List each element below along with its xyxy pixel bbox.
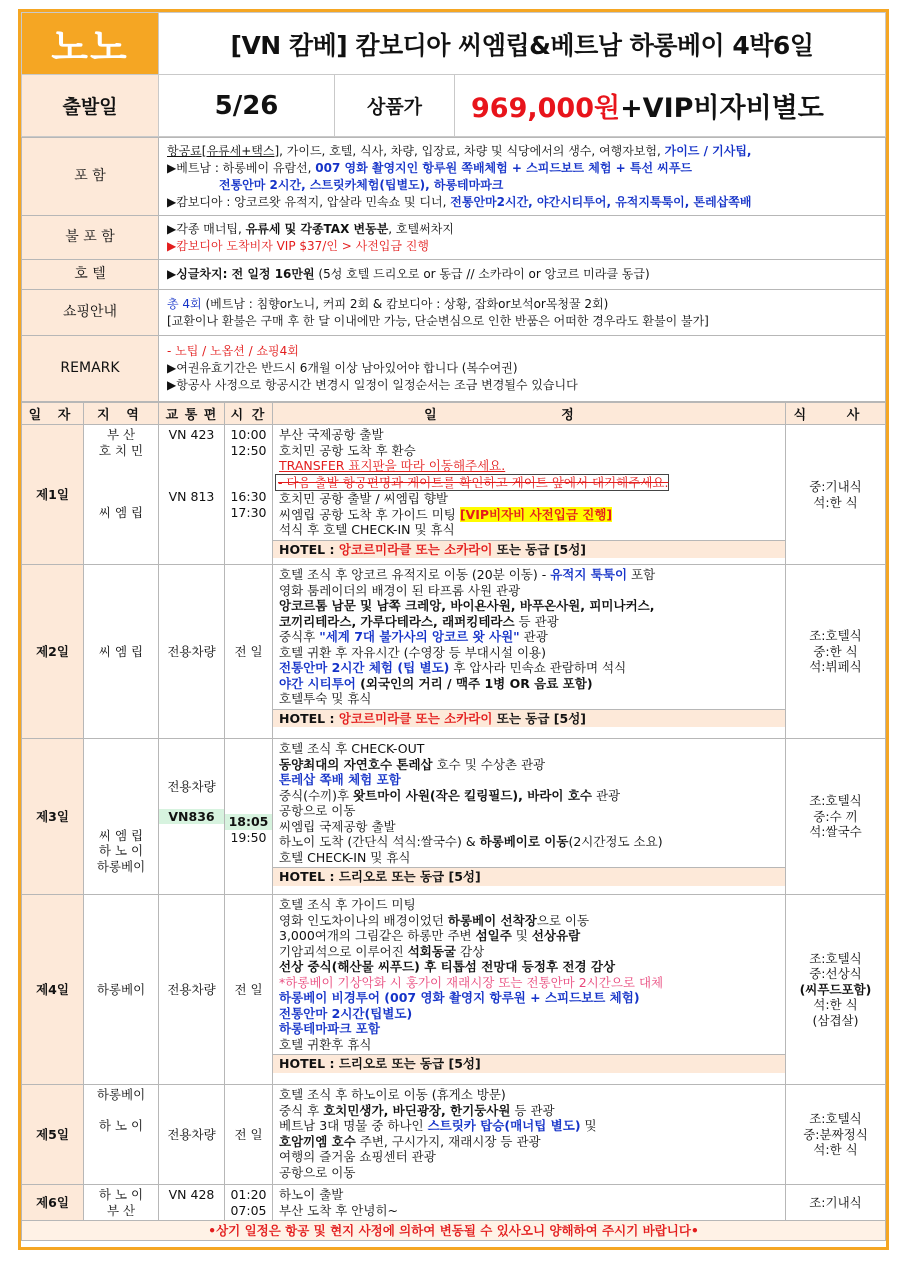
day-row xyxy=(22,1185,886,1221)
exclude-visa: ▶캄보디아 도착비자 VIP $37/인 > 사전입금 진행 xyxy=(167,238,429,253)
day-time: 전 일 xyxy=(225,565,273,739)
plan-text: 동양최대의 자연호수 톤레삽 xyxy=(279,756,433,772)
plan-text: 및 xyxy=(511,928,532,943)
plan-text: 전통안마 2시간 체험 (팁 별도) xyxy=(279,660,450,675)
transport-text: 전용차량 xyxy=(167,779,216,794)
plan-text: 호텔 조식 후 앙코르 유적지로 이동 (20분 이동) - xyxy=(279,567,551,582)
meal-item: 석:뷔페식 xyxy=(809,659,862,675)
hotel-prefix: HOTEL : xyxy=(279,869,339,884)
hotel-grade: 또는 동급 [5성] xyxy=(492,710,586,726)
plan-line: 석식 후 호텔 CHECK-IN 및 휴식 xyxy=(279,522,455,537)
plan-line xyxy=(279,788,779,804)
meal-item: 조:기내식 xyxy=(809,1194,862,1210)
hotel-label: 호 텔 xyxy=(22,260,159,290)
plan-line: 부산 도착 후 안녕히~ xyxy=(279,1202,398,1218)
day-transport: VN 428 xyxy=(159,1185,225,1221)
shopping-detail: (베트남 : 침향or노니, 커피 2회 & 캄보디아 : 상황, 잡화or보석or목청꿀 2회) xyxy=(201,296,609,311)
day-region: 부 산 호 치 민 씨 엠 립 xyxy=(84,425,159,565)
plan-text: 스트릿카 탑승(매너팁 별도) xyxy=(427,1118,581,1133)
day-meals xyxy=(786,895,886,1085)
meal-item: 석:한 식 xyxy=(813,494,858,510)
day-plan xyxy=(273,1185,786,1221)
single-charge: ▶싱글차지: 전 일정 16만원 xyxy=(167,267,315,281)
plan-text: 관광 xyxy=(591,787,621,803)
day-region: 하롱베이 하 노 이 xyxy=(84,1085,159,1185)
hotel-grade: (5성 호텔 드리오로 or 동급 // 소카라이 or 앙코르 미라클 동급) xyxy=(314,267,650,281)
hotel-prefix: HOTEL : xyxy=(279,1056,339,1071)
meal-item: (삼겹살) xyxy=(812,1012,859,1028)
col-transport: 교 통 편 xyxy=(159,403,225,425)
hotel-line xyxy=(273,1054,785,1073)
exclude-tax: 유류세 및 각종TAX 변동분 xyxy=(245,221,389,236)
meal-item: 조:호텔식 xyxy=(809,950,862,966)
plan-line: 하롱테마파크 포함 xyxy=(279,1021,380,1036)
plan-line: 공항으로 이동 xyxy=(279,1164,356,1180)
plan-text: 하노이 도착 (간단식 석식:쌀국수) & xyxy=(279,834,480,849)
plan-text: 3,000여개의 그림같은 하롱만 주변 xyxy=(279,928,476,943)
plan-line: 톤레삽 쪽배 체험 포함 xyxy=(279,772,401,787)
plan-text: 감상 xyxy=(456,943,485,959)
hotel-line xyxy=(273,867,785,886)
itinerary-document xyxy=(18,9,889,1250)
plan-text: 섬일주 xyxy=(475,928,512,943)
plan-text: 포함 xyxy=(627,567,656,582)
plan-text: 중식후 xyxy=(279,629,320,644)
plan-line: 호치민 공항 출발 / 씨엠립 향발 xyxy=(279,491,448,506)
day-label: 제6일 xyxy=(22,1185,84,1221)
plan-text: 및 xyxy=(580,1118,597,1133)
plan-text: 등 관광 xyxy=(510,1102,555,1118)
day-plan xyxy=(273,565,786,739)
include-vietnam: ▶베트남 : 하롱베이 유람선, xyxy=(167,160,316,175)
plan-line xyxy=(279,676,779,692)
plan-line xyxy=(279,1103,779,1119)
price-amount: 969,000원 xyxy=(471,93,621,124)
include-cambodia: ▶캄보디아 : 앙코르왓 유적지, 압살라 민속쇼 및 디너, xyxy=(167,194,451,209)
plan-line: TRANSFER 표지판을 따라 이동해주세요. xyxy=(279,458,506,473)
day-transport: 전용차량 xyxy=(159,565,225,739)
plan-text: 중식 후 xyxy=(279,1102,324,1118)
plan-text: 하롱베이로 이동 xyxy=(479,834,569,849)
plan-line: *하롱베이 기상악화 시 홍가이 재래시장 또는 전통안마 2시간으로 대체 xyxy=(279,974,664,990)
plan-line xyxy=(279,913,779,929)
hotel-grade: 또는 동급 [5성] xyxy=(492,541,586,557)
plan-line: 호텔투숙 및 휴식 xyxy=(279,691,372,706)
day-row xyxy=(22,895,886,1085)
plan-line: 호텔 CHECK-IN 및 휴식 xyxy=(279,849,411,865)
footer-notice: •상기 일정은 항공 및 현지 사정에 의하여 변동될 수 있사오니 양해하여 주시기 바랍니다• xyxy=(22,1221,886,1241)
plan-line xyxy=(279,1118,779,1134)
day-time: 10:00 12:50 16:30 17:30 xyxy=(225,425,273,565)
meal-item: 조:호텔식 xyxy=(809,793,862,809)
meal-item: 중:수 끼 xyxy=(813,808,858,824)
meal-item: 중:한 식 xyxy=(813,643,858,659)
plan-text: "세계 7대 불가사의 앙코르 왓 사원" xyxy=(319,629,520,644)
day-plan xyxy=(273,425,786,565)
day-time: 01:20 07:05 xyxy=(225,1185,273,1221)
plan-text: 베트남 3대 명물 중 하나인 xyxy=(279,1118,428,1133)
day-meals xyxy=(786,1185,886,1221)
include-cambodia-highlight: 전통안마2시간, 야간시티투어, 유적지툭툭이, 톤레삽쪽배 xyxy=(450,194,752,209)
plan-text: 하롱베이 선착장 xyxy=(447,912,537,928)
col-plan: 일 정 xyxy=(273,403,786,425)
plan-line xyxy=(279,834,779,850)
include-airfare: 항공료[유류세+택스] xyxy=(167,143,280,158)
col-day: 일 자 xyxy=(22,403,84,425)
exclude-content xyxy=(159,216,886,260)
exclude-surcharge: , 호텔써차지 xyxy=(388,221,454,236)
meal-item: 중:기내식 xyxy=(809,479,862,494)
day-meals xyxy=(786,425,886,565)
remark-label: REMARK xyxy=(22,336,159,402)
day-row xyxy=(22,425,886,565)
exclude-tips: ▶각종 매너팁, xyxy=(167,221,246,236)
plan-line: 영화 툼레이더의 배경이 된 타프롬 사원 관광 xyxy=(279,582,521,598)
shopping-count: 총 4회 xyxy=(167,296,202,311)
plan-line xyxy=(279,614,779,630)
col-region: 지 역 xyxy=(84,403,159,425)
day-plan xyxy=(273,1085,786,1185)
col-time: 시 간 xyxy=(225,403,273,425)
plan-text: 유적지 툭툭이 xyxy=(550,567,628,582)
meal-item: 석:한 식 xyxy=(813,997,858,1013)
day-row xyxy=(22,565,886,739)
day-label: 제1일 xyxy=(22,425,84,565)
day-transport xyxy=(159,739,225,895)
hotel-content xyxy=(159,260,886,290)
col-meal: 식 사 xyxy=(786,403,886,425)
include-vietnam-extra: 전통안마 2시간, 스트릿카체험(팁별도), 하롱테마파크 xyxy=(219,177,504,192)
include-label: 포 함 xyxy=(22,138,159,216)
flight-number: VN836 xyxy=(159,809,224,825)
remark-schedule-change: ▶항공사 사정으로 항공시간 변경시 일정이 일정순서는 조금 변경될수 있습니다 xyxy=(167,378,578,392)
time-departure: 18:05 xyxy=(225,814,272,830)
plan-line: 여행의 즐거움 쇼핑센터 관광 xyxy=(279,1149,436,1164)
plan-text: 중식(수끼)후 xyxy=(279,787,354,803)
plan-text: 주변, 구시가지, 재래시장 등 관광 xyxy=(355,1133,541,1149)
plan-line: 전통안마 2시간(팁별도) xyxy=(279,1005,413,1021)
meal-item: (씨푸드포함) xyxy=(799,981,872,997)
meal-item: 조:호텔식 xyxy=(809,1111,862,1127)
shopping-content xyxy=(159,290,886,336)
include-tips: 가이드 / 기사팁, xyxy=(664,143,752,158)
day-time: 전 일 xyxy=(225,1085,273,1185)
plan-line: 하롱베이 비경투어 (007 영화 촬영지 항루원 + 스피드보트 체험) xyxy=(279,990,640,1005)
day-label: 제5일 xyxy=(22,1085,84,1185)
meal-item: 석:한 식 xyxy=(813,1142,858,1158)
day-meals xyxy=(786,565,886,739)
plan-line: 호텔 귀환 후 자유시간 (수영장 등 부대시설 이용) xyxy=(279,644,546,660)
plan-text: 호암끼엠 호수 xyxy=(279,1133,356,1149)
time-arrival: 19:50 xyxy=(230,829,267,845)
day-region: 하롱베이 xyxy=(84,895,159,1085)
hotel-prefix: HOTEL : xyxy=(279,710,339,726)
day-row xyxy=(22,1085,886,1185)
plan-line: 공항으로 이동 xyxy=(279,803,356,818)
day-label: 제2일 xyxy=(22,565,84,739)
day-time xyxy=(225,739,273,895)
departure-date: 5/26 xyxy=(159,75,335,137)
plan-line xyxy=(279,629,779,645)
price-suffix: +VIP비자비별도 xyxy=(620,93,824,124)
remark-notip: - 노팁 / 노옵션 / 쇼핑4회 xyxy=(167,344,299,358)
hotel-line xyxy=(273,540,785,559)
plan-text: 왓트마이 사원(작은 킬링필드), 바라이 호수 xyxy=(353,787,592,803)
plan-text: 호수 및 수상촌 관광 xyxy=(432,756,546,772)
plan-text: 씨엠립 공항 도착 후 가이드 미팅 xyxy=(279,506,460,522)
plan-line xyxy=(279,757,779,773)
price-value xyxy=(455,75,886,137)
exclude-label: 불 포 함 xyxy=(22,216,159,260)
plan-line xyxy=(279,928,779,944)
plan-line xyxy=(279,660,779,676)
shopping-label: 쇼핑안내 xyxy=(22,290,159,336)
plan-line: 호텔 조식 후 CHECK-OUT xyxy=(279,741,425,756)
price-label: 상품가 xyxy=(335,75,455,137)
day-transport: VN 423 VN 813 xyxy=(159,425,225,565)
day-label: 제3일 xyxy=(22,739,84,895)
plan-line: 호텔 조식 후 하노이로 이동 (휴게소 방문) xyxy=(279,1087,506,1102)
day-label: 제4일 xyxy=(22,895,84,1085)
meal-item: 중:선상식 xyxy=(809,966,862,982)
hotel-name: 앙코르미라클 또는 소카라이 xyxy=(338,541,493,557)
plan-line: 선상 중식(해산물 씨푸드) 후 티톱섬 전망대 등정후 전경 감상 xyxy=(279,959,616,974)
plan-text: 코끼리테라스, 가루다테라스, 래퍼킹테라스 xyxy=(279,613,515,629)
plan-text: 으로 이동 xyxy=(536,912,590,928)
hotel-line xyxy=(273,709,785,728)
day-time: 전 일 xyxy=(225,895,273,1085)
plan-line: 호텔 조식 후 가이드 미팅 xyxy=(279,897,416,912)
plan-text: 야간 시티투어 xyxy=(279,675,356,691)
plan-text: 관광 xyxy=(519,629,548,644)
plan-line: 호치민 공항 도착 후 환승 xyxy=(279,442,416,458)
plan-text: 호치민생가, 바딘광장, 한기둥사원 xyxy=(323,1102,511,1118)
plan-text: 기암괴석으로 이루어진 xyxy=(279,943,408,959)
plan-line xyxy=(279,1134,779,1150)
plan-line xyxy=(279,567,779,583)
plan-text: 등 관광 xyxy=(514,613,559,629)
plan-line: - 다음 출발 항공편명과 게이트를 확인하고 게이트 앞에서 대기해주세요. xyxy=(275,474,669,492)
day-meals xyxy=(786,739,886,895)
header-table xyxy=(21,12,886,137)
remark-passport: ▶여권유효기간은 반드시 6개월 이상 남아있어야 합니다 (복수여권) xyxy=(167,361,518,375)
include-items: , 가이드, 호텔, 식사, 차량, 입장료, 차량 및 식당에서의 생수, 여행자보험, xyxy=(279,143,665,158)
plan-text: 영화 인도차이나의 배경이었던 xyxy=(279,912,448,928)
meal-item: 중:분짜정식 xyxy=(803,1126,868,1142)
plan-line: 호텔 귀환후 휴식 xyxy=(279,1036,372,1052)
day-transport: 전용차량 xyxy=(159,895,225,1085)
departure-label: 출발일 xyxy=(22,75,159,137)
plan-line xyxy=(279,944,779,960)
day-plan xyxy=(273,895,786,1085)
plan-text: 석회동굴 xyxy=(407,943,457,959)
plan-text: 선상유람 xyxy=(531,928,581,943)
hotel-prefix: HOTEL : xyxy=(279,541,339,557)
product-title: [VN 캄베] 캄보디아 씨엠립&베트남 하롱베이 4박6일 xyxy=(159,13,886,75)
day-region: 하 노 이 부 산 xyxy=(84,1185,159,1221)
hotel-name: 앙코르미라클 또는 소카라이 xyxy=(338,710,493,726)
day-transport: 전용차량 xyxy=(159,1085,225,1185)
plan-text: (2시간정도 소요) xyxy=(568,834,663,849)
day-plan xyxy=(273,739,786,895)
plan-text: (외국인의 거리 / 맥주 1병 OR 음료 포함) xyxy=(355,675,593,691)
day-region: 씨 엠 립 하 노 이 하롱베이 xyxy=(84,739,159,895)
meal-item: 석:쌀국수 xyxy=(809,824,862,840)
brand-logo: 노노 xyxy=(22,13,159,75)
day-meals xyxy=(786,1085,886,1185)
remark-content xyxy=(159,336,886,402)
plan-text: 후 압사라 민속쇼 관람하며 석식 xyxy=(449,660,627,675)
hotel-name: 드리오로 또는 동급 [5성] xyxy=(338,869,481,884)
hotel-name: 드리오로 또는 동급 [5성] xyxy=(338,1056,481,1071)
plan-line: 앙코르톰 남문 및 남쪽 크레앙, 바이욘사원, 바푸온사원, 피미나커스, xyxy=(279,598,655,613)
day-row xyxy=(22,739,886,895)
visa-notice: [VIP비자비 사전입금 진행] xyxy=(459,506,613,522)
schedule-table xyxy=(21,402,886,1241)
plan-line xyxy=(279,507,779,523)
day-region: 씨 엠 립 xyxy=(84,565,159,739)
plan-line: 부산 국제공항 출발 xyxy=(279,427,384,442)
meal-item: 조:호텔식 xyxy=(809,628,862,644)
include-content xyxy=(159,138,886,216)
plan-line: 하노이 출발 xyxy=(279,1187,344,1202)
shopping-policy: [교환이나 환불은 구매 후 한 달 이내에만 가능, 단순변심으로 인한 반품은 어떠한 경우라도 환불이 불가] xyxy=(167,313,709,328)
info-table xyxy=(21,137,886,402)
plan-line: 씨엠립 국제공항 출발 xyxy=(279,818,396,834)
include-vietnam-highlight: 007 영화 촬영지인 항루원 쪽배체험 + 스피드보트 체험 + 특선 씨푸드 xyxy=(315,160,693,175)
